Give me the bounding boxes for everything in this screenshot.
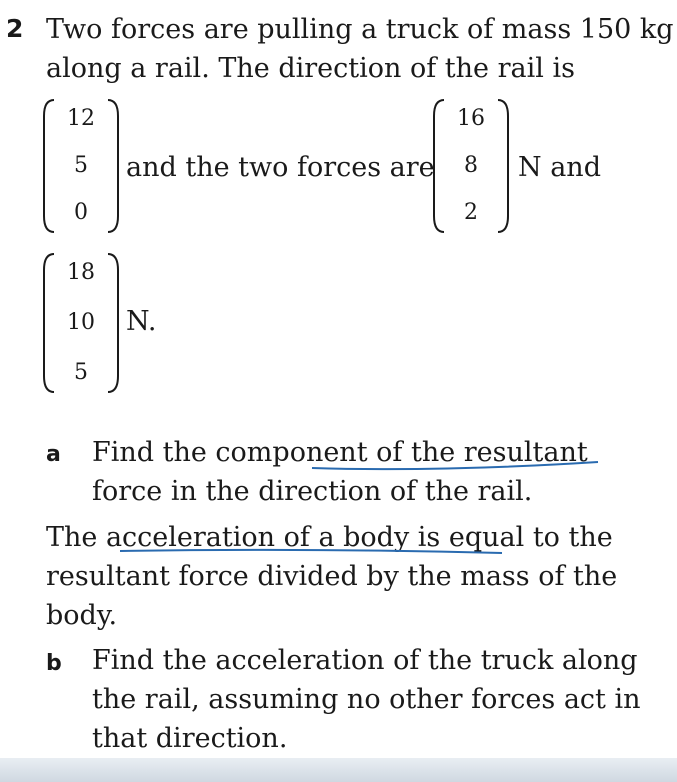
force2-component-y: 10 [67,310,95,335]
part-b-line-2: the rail, assuming no other forces act in [92,684,641,715]
part-a-label: a [46,442,61,467]
force2-unit: N. [126,306,157,337]
part-b-label: b [46,651,62,676]
underline-annotation-a [300,458,606,474]
force2-vector [40,250,122,396]
intro-line-2: along a rail. The direction of the rail is [46,53,575,84]
question-number: 2 [6,14,24,43]
force2-component-z: 5 [74,360,88,385]
note-line-2: resultant force divided by the mass of the [46,561,618,592]
page-bottom-edge [0,758,677,782]
force1-vector [430,96,512,236]
force1-component-z: 2 [464,200,478,225]
rail-direction-vector [40,96,122,236]
part-b-line-3: that direction. [92,723,288,754]
part-a-line-2: force in the direction of the rail. [92,476,533,507]
rail-component-z: 0 [74,200,88,225]
note-line-1: The acceleration of a body is equal to the [46,522,613,553]
force1-component-x: 16 [457,106,485,131]
force2-component-x: 18 [67,260,95,285]
rail-component-y: 5 [74,153,88,178]
forces-intro-text: and the two forces are [126,152,435,183]
note-line-3: body. [46,600,118,631]
part-b-line-1: Find the acceleration of the truck along [92,645,638,676]
underline-annotation-note [112,543,508,557]
part-a-line-1: Find the component of the resultant [92,437,588,468]
force1-component-y: 8 [464,153,478,178]
force1-unit-and: N and [518,152,601,183]
rail-component-x: 12 [67,106,95,131]
intro-line-1: Two forces are pulling a truck of mass 150 kg [46,14,674,45]
